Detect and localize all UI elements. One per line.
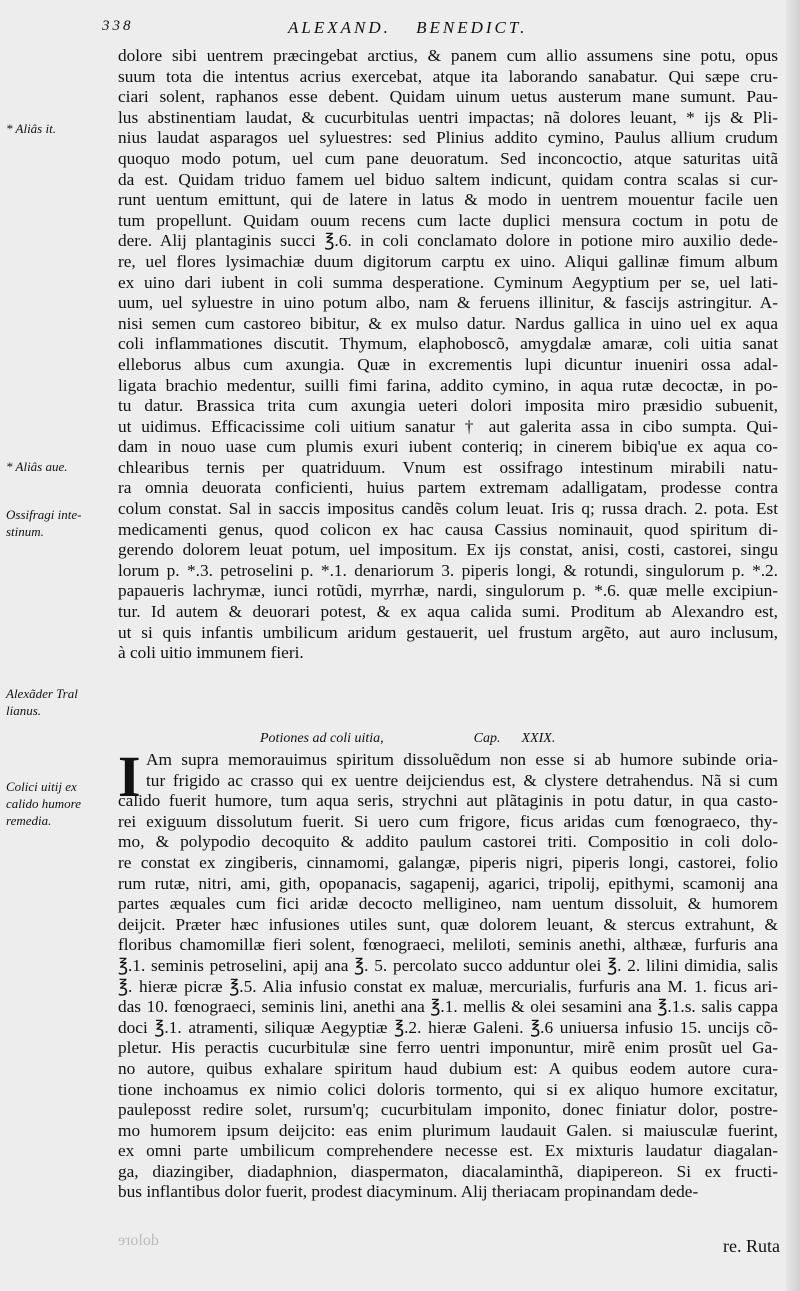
text-line: rei exiguum dissolutum fuerit. Si uero cum frigore, ficus aridas cum fœnograeco, thy- [118,811,778,831]
text-line: dam in nouo uase cum plumis exuri iubent conteriq; in cinerem bibiq'ue ex aqua co- [118,437,778,457]
text-line: nisi semen cum castoreo bibitur, & ex mulso datur. Nardus gallica in uino uel ex aqua [118,313,778,333]
text-line: tur. Id autem & deuorari potest, & ex aqua calida sumi. Proditum ab Alexandro est, [118,602,778,622]
text-line: runt uentum emittunt, qui de latere in latus & modo in uentrem mouentur facile uen [118,190,778,210]
chapter-number [474,731,556,747]
text-line: re constat ex zingiberis, cinnamomi, galangæ, piperis nigri, piperis longi, castorei, folio [118,852,778,872]
text-line: calido fuerit humore, tum aqua seris, strychni aut plãtaginis in potu datur, in qua casto- [118,791,778,811]
chapter-title: Potiones ad coli uitia, [260,731,384,746]
text-line: colum constat. Sal in saccis impositus candẽs colum leuat. Iris q; russa drach. 2. pota. Est [118,499,778,519]
chapter-heading [260,731,720,747]
margin-note-line: lianus. [6,703,42,718]
text-block-second [118,744,778,1203]
text-line: bus inflantibus dolor fuerit, prodest diacyminum. Alij theriacam propinandam dede- [118,1182,699,1202]
text-line: ligata brachio medentur, suilli fimi farina, addito cymino, in aqua rutæ decoctæ, in po- [118,375,778,395]
text-line: re, uel flores lysimachiæ duum digitorum carptu ex uino. Aliqui gallinæ fimum album [118,251,778,271]
margin-note-line: Ossifragi inte- [6,507,82,522]
margin-note-alias-aue: * Aliâs aue. [6,459,68,474]
text-line: pletur. His peractis cucurbitulæ sine ferro uentri imponuntur, mirẽ enim prosũt uel Ga- [118,1038,778,1058]
text-line: chlearibus ternis per quatriduum. Vnum est ossifrago intestinum mirabili natu- [118,457,778,477]
page-header [102,18,780,42]
text-line: dere. Alij plantaginis succi ℥.6. in coli conclamato dolore in potione miro auxilio dede- [118,231,778,251]
text-line: tum propellunt. Quidam ouum recens cum lacte duplici mensura coctum in potu de [118,210,778,230]
text-line: partes æquales cum fici aridæ decocto melligineo, nam uentum dissoluit, & humorem [118,894,778,914]
margin-note-line: calido humore [6,796,81,811]
margin-note-line: Colici uitij ex [6,779,77,794]
text-line: das 10. fœnograeci, seminis lini, anethi ana ℥.1. mellis & olei sesamini ana ℥.1.s. salis cappa [118,997,778,1017]
page-gutter-shadow [786,0,800,1291]
text-line: no autore, quibus exhalare spiritum haud dubium est: A quibus eodem autore cura- [118,1058,778,1078]
text-line: Am supra memorauimus spiritum dissoluẽdum non esse si ab humore subinde oria- [146,750,778,769]
chapter-numeral: XXIX. [521,731,556,746]
text-line: ex uino dari iubent in coli summa desperatione. Cyminum Aegyptium per se, uel lati- [118,272,778,292]
text-line: suum tota die intentus acrius exercebat, atque ita laborando sanabatur. Qui sæpe cru- [118,66,778,86]
text-line: dolore sibi uentrem præcingebat arctius, & panem cum allio assumens sine potu, opus [118,46,778,65]
margin-note-alias-it: * Aliâs it. [6,121,56,136]
text-line: nius laudat asparagos uel syluestres: sed Plinius addito cymino, Paulus allium crudum [118,128,778,148]
text-line: ga, diazingiber, diadaphnion, diaspermaton, diacalaminthã, diapipereon. Si ex fructi- [118,1161,778,1181]
text-line: ℥. hieræ picræ ℥.5. Alia infusio constat ex maluæ, mercurialis, furfuris ana M. 1. ficus ari- [118,976,778,996]
text-line: rum rutæ, nitri, ami, gith, opopanacis, sagapenij, agarici, tripolij, epithymi, scamonij ana [118,873,778,893]
text-line: lus abstinentiam laudat, & cucurbitulas uentri impactas; nã dolores leuant, * ijs & Pli- [118,107,778,127]
text-line: ut si quis infantis umbilicum aridum gestauerit, uel frustum argẽto, aut auro inclusum, [118,622,778,642]
text-line: ra omnia deuorata conficienti, huius partem extremam adalligatam, prodesse contra [118,478,778,498]
text-line: tur frigido ac crasso qui ex uentre deijciendus est, & clystere detrahendus. Nã si cum [146,770,778,790]
margin-note-line: remedia. [6,813,52,828]
text-line: gerendo dolorem leuat potum, uel impositum. Ex ijs constat, anisi, costi, castorei, singu [118,540,778,560]
chapter-label: Cap. [473,731,501,746]
margin-note-line: stinum. [6,524,44,539]
drop-cap: I [118,744,141,809]
text-line: lorum p. *.3. petroselini p. *.1. denariorum 3. piperis longi, & rotundi, singulorum p. *.2. [118,560,778,580]
text-line: doci ℥.1. atramenti, siliquæ Aegyptiæ ℥.2. hieræ Galeni. ℥.6 uniuersa infusio 15. uncijs cõ- [118,1017,778,1037]
margin-note-line: Alexãder Tral [6,686,78,701]
text-line: quoquo modo potum, uel cum pane deuoratum. Sed inconcoctio, atque saturitas uitã [118,148,778,168]
text-line: tu datur. Brassica trita cum axungia ueteri dolori imposita miro præsidio subuenit, [118,396,778,416]
text-line: pauleposst redire solet, rursum'q; cucurbitulam imponito, donec finiatur dolor, postre- [118,1100,778,1120]
catchword: re. Ruta [723,1236,780,1256]
text-line: mo, & polypodio decoquito & addito paulum castorei triti. Compositio in coli dolo- [118,832,778,852]
text-line: à coli uitio immunem fieri. [118,643,304,663]
margin-note-alexander [6,685,114,719]
text-line: coli inflammationes discutit. Thymum, elaphoboscõ, amygdalæ amaræ, coli uitia sanat [118,334,778,354]
text-line: ex omni parte umbilicum comprehendere necesse est. Ex mixturis laudatur diagalan- [118,1141,778,1161]
text-block-first [118,46,778,664]
running-title: ALEXAND. BENEDICT. [288,18,528,37]
text-line: uum, uel syluestre in uino potum albo, nam & feruens illinitur, & fascijs astringitur. A- [118,293,778,313]
text-line: medicamenti genus, quod colicon ex hac causa Cassius nominauit, quod spiritum di- [118,519,778,539]
page-number: 338 [102,18,134,34]
text-line: deijcit. Præter hæc infusiones utiles sunt, quæ dolorem leuant, & stercus extrahunt, & [118,914,778,934]
text-line: tione inchoamus ex nimio colici doloris tormento, qui si ex aliquo humore excitatur, [118,1079,778,1099]
text-line: mo humorem ipsum deijcito: eas enim plurimum laudauit Galen. si maiusculæ fuerint, [118,1120,778,1140]
margin-note-colici [6,778,114,829]
text-line: da est. Quidam triduo famem uel biduo saltem indicunt, quidam contra scalas si cur- [118,169,778,189]
text-line: floribus chamomillæ fieri solent, fœnograeci, meliloti, seminis anethi, althææ, furfuris ana [118,935,778,955]
text-line: ciari solent, raphanos esse debent. Quidam uinum uetus austerum mane sumunt. Pau- [118,87,778,107]
bleed-through-text: dolore [118,1232,159,1249]
margin-note-ossifragi [6,506,114,540]
text-line: papaueris lachrymæ, iunci rotũdi, myrrhæ, nardi, singulorum p. *.6. quæ melle excipiun- [118,581,778,601]
text-line: ut uidimus. Efficacissime coli uitium sanatur † aut galerita assa in cibo sumpta. Qui- [118,416,778,436]
text-line: ℥.1. seminis petroselini, apij ana ℥. 5. percolato succo adduntur olei ℥. 2. lilini dimidia, salis [118,955,778,975]
text-line: elleborus albus cum axungia. Quæ in excrementis lupi dicuntur inueniri ossa adal- [118,354,778,374]
